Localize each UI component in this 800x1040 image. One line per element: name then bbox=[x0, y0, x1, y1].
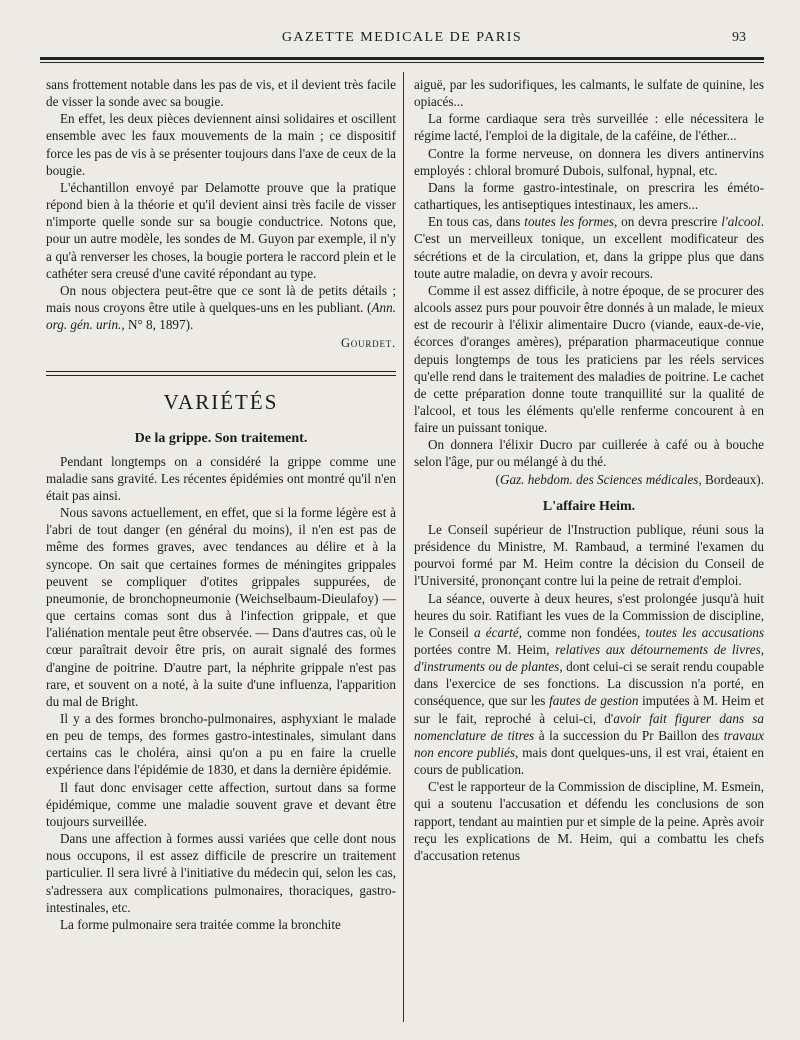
paragraph: En effet, les deux pièces deviennent ainsi solidaires et oscillent ensemble avec les faux mouvements de la main ; ce dispositif force les pas de vis à se présenter toujours dans l'axe de ceux de la bougie. bbox=[46, 111, 396, 178]
text-run: En tous cas, dans bbox=[428, 214, 525, 230]
paragraph: sans frottement notable dans les pas de vis, et il devient très facile de visser la sonde avec sa bougie. bbox=[46, 77, 396, 110]
header-rule bbox=[40, 57, 764, 63]
section-rule bbox=[46, 371, 396, 376]
emphasis: a écarté bbox=[474, 624, 519, 640]
text-run: , dont celui-ci se serait rendu coupable dans l'exercice de ses fonctions. La discussion n'a porté, en conséquence, que sur les bbox=[414, 659, 764, 709]
emphasis: l'alcool bbox=[721, 214, 761, 230]
article-title: De la grippe. Son traitement. bbox=[134, 430, 308, 446]
paragraph: Comme il est assez difficile, à notre époque, de se procurer des alcools assez purs pour pouvoir être donnés à un malade, le mieux est de recourir à l'élixir alimentaire Ducro (viande, eaux-de-vie, écorces d'oranges amères), préparation pharmaceutique connue depuis longtemps de tous les praticiens par les réels services qu'elle rend dans le traitement des maladies de poitrine. Le cachet de cette préparation donne toute tranquillité sur la qualité de l'alcool, et tous les éléments qu'elle renferme concourent à en faire un puissant tonique. bbox=[414, 282, 764, 436]
text-run: , N° 8, 1897). bbox=[121, 317, 194, 333]
text-run: ( bbox=[495, 471, 500, 487]
paragraph: Dans une affection à formes aussi variées que celle dont nous nous occupons, il est assez difficile de prescrire un traitement particulier. Il sera livré à l'initiative du médecin qui, selon les cas, s'adressera aux complications pulmonaires, thoraciques, gastro-intestinales, etc. bbox=[46, 831, 396, 915]
paragraph: C'est le rapporteur de la Commission de discipline, M. Esmein, qui a soutenu l'accusation et défendu les conclusions de son rapport, tendant au maintien pur et simple de la peine. Après avoir reçu les explications de M. Heim, qui a combattu les chefs d'accusation retenus bbox=[414, 779, 764, 863]
column-divider bbox=[403, 72, 404, 1022]
author-signature: Gourdet. bbox=[340, 336, 396, 351]
text-run: à la succession du Pr Baillon des bbox=[534, 727, 724, 743]
citation: Ann. org. gén. urin. bbox=[46, 300, 396, 333]
text-run: imputées à M. Heim et sur le fait, reproché à celui-ci, d' bbox=[414, 693, 764, 726]
text-run: . C'est un merveilleux tonique, un excellent modificateur des sécrétions et de la circulation, et, dans la grippe plus que dans toute autre maladie, on devra y avoir recours. bbox=[414, 214, 764, 281]
paragraph: aiguë, par les sudorifiques, les calmants, le sulfate de quinine, les opiacés... bbox=[414, 77, 764, 110]
source-citation bbox=[414, 471, 764, 488]
paragraph: La forme cardiaque sera très surveillée : elle nécessitera le régime lacté, l'emploi de la digitale, de la caféine, de l'éther... bbox=[414, 111, 764, 144]
article-title: L'affaire Heim. bbox=[542, 498, 636, 514]
text-run: , Bordeaux). bbox=[698, 471, 764, 487]
paragraph: Contre la forme nerveuse, on donnera les divers antinervins employés : chloral bromuré Dubois, sulfonal, hypnal, etc. bbox=[414, 145, 764, 178]
paragraph: Il y a des formes broncho-pulmonaires, asphyxiant le malade en peu de temps, des formes gastro-intestinales, simulant dans certains cas le choléra, ainsi qu'on a pu en faire la cruelle expérience dans l'épidémie de 1830, et dans la dernière épidémie. bbox=[46, 711, 396, 778]
text-run: portées contre M. Heim, bbox=[414, 642, 556, 657]
running-title: GAZETTE MEDICALE DE PARIS bbox=[281, 30, 523, 45]
citation: Gaz. hebdom. des Sciences médicales bbox=[499, 471, 699, 487]
text-run: On nous objectera peut-être que ce sont là de petits détails ; mais nous croyons être utile à quelques-uns en les publiant. ( bbox=[46, 282, 396, 316]
paragraph: Nous savons actuellement, en effet, que si la forme légère est à l'abri de tout danger (en général du moins), il n'en est pas de même des formes graves, avec tendances au délire et à la syncope. On sait que certaines formes de méningites grippales peuvent se compliquer d'otites grippales suppurées, de pneumonie, de bronchopneumonie (Weichselbaum-Dieulafoy) — que certains comas sont dus à l'infection grippale, et que l'aliénation mentale peut être observée. — Dans d'autres cas, où le cœur paraîtrait devoir être pris, on aurait signalé des formes d'angine de poitrine. D'autre part, la néphrite grippale n'est pas rare, et souvent on a noté, à la suite d'une influenza, l'apparition du mal de Bright. bbox=[46, 505, 396, 709]
emphasis: toutes les formes bbox=[524, 214, 614, 230]
page-header bbox=[40, 28, 764, 50]
emphasis: fautes de gestion bbox=[549, 693, 639, 709]
text-run: , on devra prescrire bbox=[614, 214, 722, 230]
emphasis: avoir fait figurer dans sa nomenclature de titres bbox=[414, 710, 764, 743]
paragraph: L'échantillon envoyé par Delamotte prouve que la pratique répond bien à la théorie et qu'il devient ainsi très facile de visser n'importe quelle sonde sur sa bougie conductrice. Notons que, pour un autre modèle, les sondes de M. Guyon par exemple, il n'y a qu'à renverser les choses, la bougie portera le raccord plein et le cathéter sera creusé d'une cavité répondant au type. bbox=[46, 179, 396, 281]
emphasis: relatives aux détournements de livres, d'instruments ou de plantes bbox=[414, 642, 764, 675]
paragraph: Il faut donc envisager cette affection, surtout dans sa forme épidémique, comme une maladie souvent grave et devant être toujours surveillée. bbox=[46, 779, 396, 829]
emphasis: toutes les accusations bbox=[645, 624, 764, 640]
text-run: La séance, ouverte à deux heures, s'est prolongée jusqu'à huit heures du soir. Ratifiant les vues de la Commission de discipline, le Conseil bbox=[414, 590, 764, 640]
paragraph: Le Conseil supérieur de l'Instruction publique, réuni sous la présidence du Ministre, M. Rambaud, a terminé l'examen du pourvoi formé par M. Heim contre la décision du Conseil de l'Université, prononçant contre lui la peine de retrait d'emploi. bbox=[414, 521, 764, 589]
paragraph: Pendant longtemps on a considéré la grippe comme une maladie sans gravité. Les récentes épidémies ont montré qu'il n'en était pas ainsi. bbox=[46, 453, 396, 503]
paragraph: On donnera l'élixir Ducro par cuillerée à café ou à bouche selon l'âge, pur ou mélangé à du thé. bbox=[414, 437, 764, 470]
paragraph: La forme pulmonaire sera traitée comme la bronchite bbox=[60, 916, 341, 932]
paragraph bbox=[414, 590, 764, 779]
text-run: , mais dont quelques-uns, il est vrai, étaient en cours de publication. bbox=[414, 744, 764, 778]
left-column bbox=[46, 76, 396, 933]
text-run: , comme non fondées, bbox=[518, 624, 646, 640]
right-column bbox=[414, 76, 764, 864]
paragraph bbox=[414, 213, 764, 282]
page-number: 93 bbox=[732, 30, 746, 45]
paragraph bbox=[46, 282, 396, 333]
emphasis: travaux non encore publiés bbox=[414, 727, 765, 760]
paragraph: Dans la forme gastro-intestinale, on prescrira les éméto-cathartiques, les antiseptiques intestinaux, les amers... bbox=[414, 179, 764, 213]
section-title: VARIÉTÉS bbox=[163, 389, 279, 414]
